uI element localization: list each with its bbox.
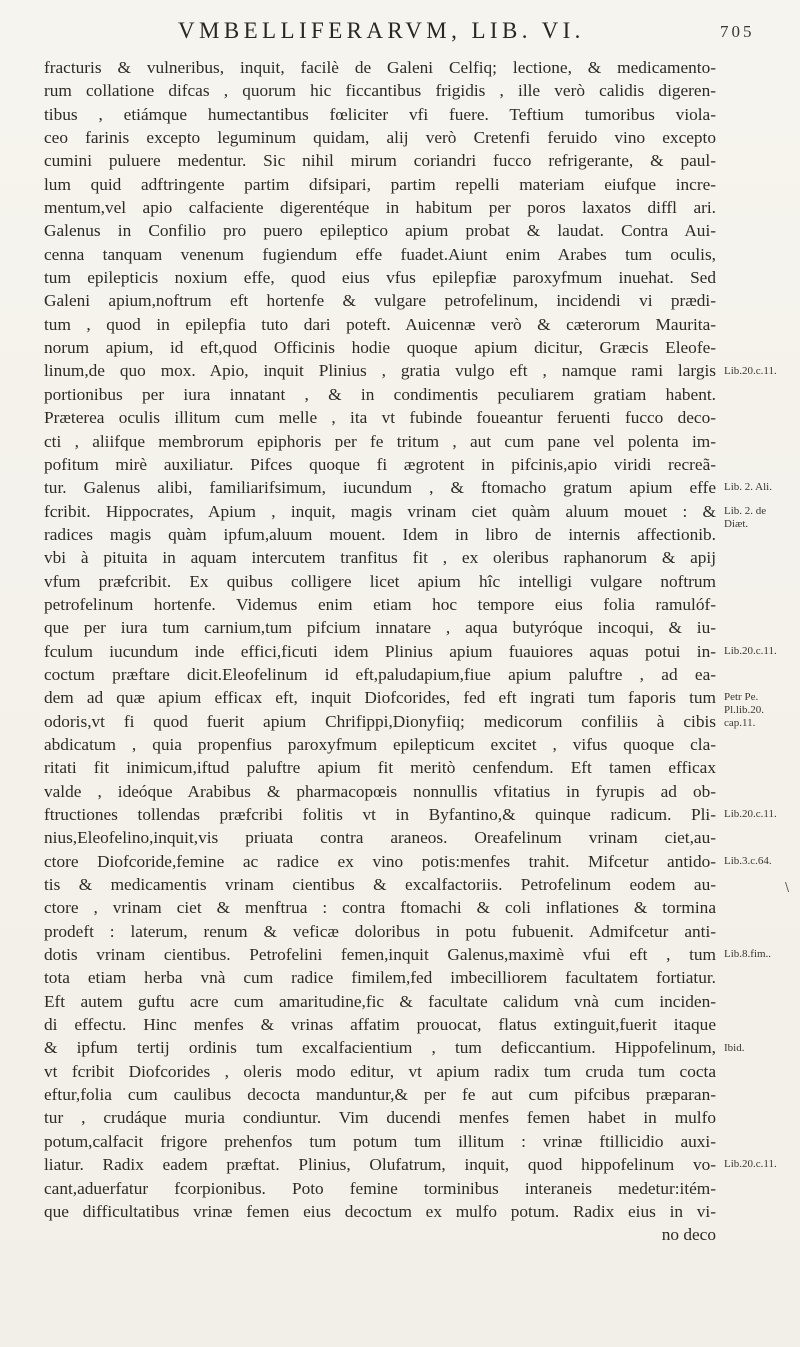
running-head: VMBELLIFERARVM, LIB. VI. (178, 18, 585, 43)
text-line: cenna tanquam venenum fugiendum effe fuadet.Aiunt enim Arabes tum oculis, (44, 244, 716, 264)
text-line: vbi à pituita in aquam intercutem tranfitus fit , ex oleribus raphanorum & apij (44, 548, 716, 568)
text-line: ftructiones tollendas præfcribi folitis vt in Byfantino,& quinque radicum. Pli- (44, 805, 716, 824)
text-line: que per iura tum carnium,tum pifcium innatare , aqua butyróque incoqui, & iu- (44, 618, 716, 638)
margin-note: Lib.20.c.11. (724, 1158, 777, 1171)
text-line: portionibus per iura innatant , & in condimentis peculiarem gratiam habent. (44, 384, 716, 404)
text-line: liatur. Radix eadem præftat. Plinius, Olufatrum, inquit, quod hippofelinum vo- (44, 1155, 716, 1175)
margin-note: Lib.3.c.64. (724, 854, 772, 867)
margin-note: Lib.20.c.11. (724, 364, 777, 377)
text-line: ctore Diofcoride,femine ac radice ex vino potis:menfes trahit. Mifcetur antido- (44, 851, 716, 871)
text-line: coctum præftare dicit.Eleofelinum id eft,paludapium,fiue apium paluftre , ad ea- (44, 664, 716, 684)
text-line: fcribit. Hippocrates, Apium , inquit, magis vrinam ciet quàm aluum mouet : & (44, 501, 716, 521)
page-header (0, 8, 800, 52)
text-line: rum collatione difcas , quorum hic ficcantibus frigidis , ille verò calidis digeren- (44, 81, 716, 101)
text-line: petrofelinum hortenfe. Videmus enim etiam hoc tempore eius folia ramulóf- (44, 594, 716, 614)
text-line: Præterea oculis illitum cum melle , ita vt fubinde foueantur feruenti fucco deco- (44, 408, 716, 428)
margin-notes (724, 0, 796, 1347)
text-line: ctore , vrinam ciet & menftrua : contra ftomachi & coli inflationes & tormina (44, 898, 716, 918)
text-line: radices magis quàm ipfum,aluum mouent. Idem in libro de internis affectionib. (44, 524, 716, 544)
text-line: di effectu. Hinc menfes & vrinas affatim prouocat, flatus extinguit,fuerit itaque (44, 1015, 716, 1035)
text-line: tur. Galenus alibi, familiarifsimum, iucundum , & ftomacho gratum apium effe (44, 478, 716, 498)
text-line: cti , aliifque membrorum epiphoris per fe tritum , aut cum pane vel polenta im- (44, 431, 716, 451)
text-line: fculum iucundum inde effici,ficuti idem Plinius apium fuauiores aquas potui in- (44, 641, 716, 661)
text-line: & ipfum tertij ordinis tum excalfacientium , tum deficcantium. Hippofelinum, (44, 1038, 716, 1058)
text-line: tibus , etiámque humectantibus fœliciter vfi fuere. Teftium tumoribus viola- (44, 104, 716, 124)
text-line: no deco (661, 1225, 716, 1245)
text-line: tur , crudáque muria condiuntur. Vim ducendi menfes femen habet in mulfo (44, 1108, 716, 1128)
text-line: fracturis & vulneribus, inquit, facilè de Galeni Celfiq; lectione, & medicamento- (44, 58, 716, 77)
margin-note: Lib.20.c.11. (724, 808, 777, 821)
margin-note: Ibid. (724, 1041, 745, 1054)
text-line: mentum,vel apio calfaciente digerentéque in habitum per poros laxatos diffl ari. (44, 198, 716, 218)
text-line: eftur,folia cum caulibus decocta manduntur,& per fe aut cum pifcibus præparan- (44, 1085, 716, 1105)
text-line: potum,calfacit frigore prehenfos tum potum tum illitum : vrinæ ftillicidio auxi- (44, 1131, 716, 1151)
text-line: tis & medicamentis vrinam cientibus & excalfactoriis. Petrofelinum eodem au- (44, 875, 716, 895)
text-line: Galeni apium,noftrum eft hortenfe & vulgare petrofelinum, incidendi vi prædi- (44, 291, 716, 311)
text-line: valde , ideóque Arabibus & pharmacopœis nonnullis vfitatius in fyrupis ad ob- (44, 781, 716, 801)
margin-note: Lib.20.c.11. (724, 644, 777, 657)
text-line: ritati fit inimicum,iftud paluftre apium fit meritò cenfendum. Eft tamen efficax (44, 758, 716, 778)
text-line: que difficultatibus vrinæ femen eius decoctum ex mulfo potum. Radix eius in vi- (44, 1201, 716, 1221)
margin-note: Lib. 2. Ali. (724, 481, 772, 494)
text-line: Eft autem guftu acre cum amaritudine,fic & facultate calidum vnà cum inciden- (44, 991, 716, 1011)
text-line: Galenus in Confilio pro puero epileptico apium probat & laudat. Contra Aui- (44, 221, 716, 241)
text-line: dotis vrinam cientibus. Petrofelini femen,inquit Galenus,maximè vfui eft , tum (44, 945, 716, 965)
text-line: norum apium, id eft,quod Officinis hodie quoque apium dicitur, Græcis Eleofe- (44, 338, 716, 358)
margin-note: Lib.8.fim.. (724, 948, 772, 961)
text-line: nius,Eleofelino,inquit,vis priuata contra araneos. Oreafelinum vrinam ciet,au- (44, 828, 716, 848)
margin-note: Petr Pe. Pl.lib.20. cap.11. (724, 691, 765, 730)
text-line: lum quid adftringente partim difsipari, partim repelli materiam eiufque incre- (44, 174, 716, 194)
text-line: vfum præfcribit. Ex quibus colligere licet apium hîc intelligi vulgare noftrum (44, 571, 716, 591)
text-line: tum epilepticis noxium effe, quod eius vfus epilepfiæ paroxyfmum inuehat. Sed (44, 268, 716, 288)
stray-mark: \ (785, 880, 790, 894)
text-line: prodeft : laterum, renum & veficæ doloribus in potu fubuenit. Admifcetur anti- (44, 921, 716, 941)
text-line: abdicatum , quia propenfius paroxyfmum epilepticum excitet , vifus quoque cla- (44, 734, 716, 754)
text-line: odoris,vt fi quod fuerit apium Chrifippi,Dionyfiiq; medicorum confiliis à cibis (44, 711, 716, 731)
text-line: cant,aduerfatur fcorpionibus. Poto femine torminibus interaneis medetur:itém- (44, 1178, 716, 1198)
text-line: linum,de quo mox. Apio, inquit Plinius , gratia vulgo eft , namque rami largis (44, 361, 716, 381)
text-line: dem ad quæ apium efficax eft, inquit Diofcorides, fed eft ingrati tum faporis tum (44, 688, 716, 708)
text-line: ceo farinis excepto leguminum quidam, alij verò Cretenfi feruido vino excepto (44, 128, 716, 148)
text-line: pofitum mirè auxiliatur. Pifces quoque fi ægrotent in pifcinis,apio viridi recreã- (44, 454, 716, 474)
margin-note: Lib. 2. de Diæt. (724, 504, 767, 530)
body-text (44, 56, 716, 1247)
page-number: 705 (720, 22, 755, 41)
text-line: tum , quod in epilepfia tuto dari poteft. Auicennæ verò & cæterorum Maurita- (44, 314, 716, 334)
text-line: tota etiam herba vnà cum radice fimilem,fed imbecilliorem facultatem fortiatur. (44, 968, 716, 988)
text-line: cumini puluere medentur. Sic nihil mirum coriandri fucco refrigerante, & paul- (44, 151, 716, 171)
text-line: vt fcribit Diofcorides , oleris modo editur, vt apium radix tum cruda tum cocta (44, 1061, 716, 1081)
